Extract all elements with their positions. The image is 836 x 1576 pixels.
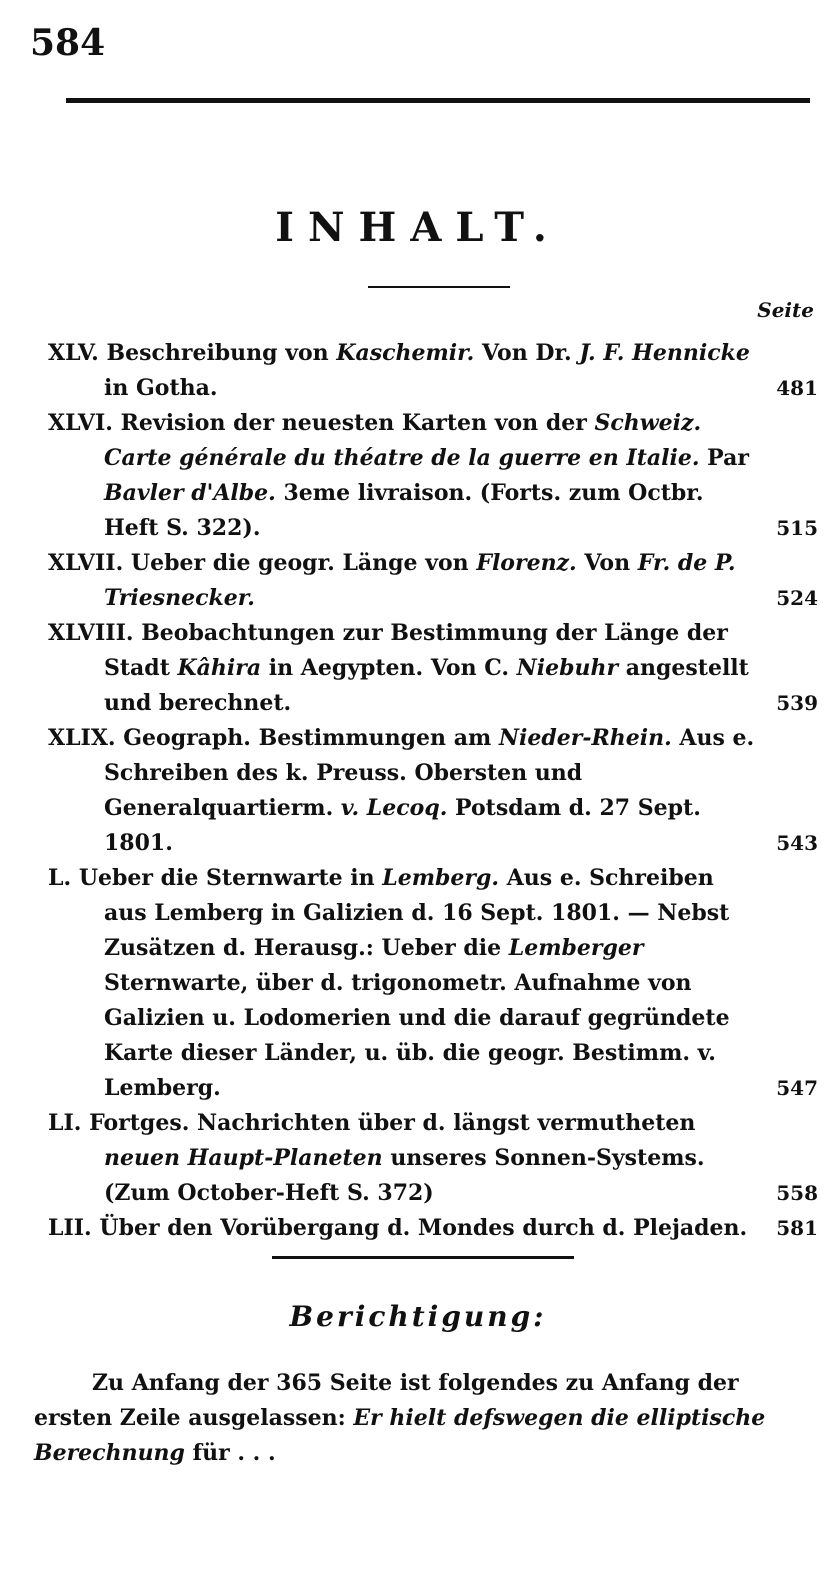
entry-text: Par (699, 445, 749, 471)
entry-page: 524 (776, 586, 818, 610)
page-title: INHALT. (275, 204, 561, 251)
entry-text: unseres Sonnen-Systems. (Zum October-Heft S. 372) (104, 1145, 705, 1206)
entry-italic: Niebuhr (516, 655, 619, 681)
correction-text-italic: Er hielt defswegen die elliptische Berechnung (34, 1405, 766, 1466)
entry-page: 547 (776, 1076, 818, 1100)
page-column-label: Seite (757, 298, 814, 322)
entry-number: XLIX. (48, 725, 116, 751)
entry-page: 539 (776, 691, 818, 715)
toc-entry (48, 406, 818, 546)
entry-text: Ueber die geogr. Länge von (130, 550, 477, 576)
entry-italic: neuen Haupt-Planeten (104, 1145, 383, 1171)
entry-italic: Florenz. (476, 550, 577, 576)
toc-entry (48, 546, 818, 616)
toc-entry (48, 1211, 818, 1246)
entry-text: Beobachtungen zur Bestimmung der Länge der Stadt (104, 620, 728, 681)
correction-title: Berichtigung: (289, 1300, 547, 1333)
entry-italic: Lemberger (508, 935, 644, 961)
entry-italic: Kâhira (177, 655, 262, 681)
toc-entry (48, 861, 818, 1106)
entry-page: 543 (776, 831, 818, 855)
entry-italic: v. Lecoq. (340, 795, 448, 821)
correction-text-plain: Zu Anfang der 365 Seite ist folgendes zu Anfang der ersten Zeile ausgelassen: (34, 1370, 739, 1431)
entry-number: XLVII. (48, 550, 124, 576)
entry-number: LII. (48, 1215, 92, 1241)
section-divider (272, 1256, 574, 1259)
entry-text: in Gotha. (104, 375, 218, 401)
toc-entry (48, 336, 818, 406)
entry-italic: J. F. Hennicke (579, 340, 750, 366)
entry-page: 481 (776, 376, 818, 400)
entry-number: XLVI. (48, 410, 113, 436)
entry-text: angestellt und berechnet. (104, 655, 749, 716)
title-divider (368, 286, 510, 288)
entry-number: LI. (48, 1110, 82, 1136)
toc-entry (48, 1106, 818, 1211)
table-of-contents (48, 336, 818, 1246)
entry-text: Fortges. Nachrichten über d. längst vermutheten (89, 1110, 696, 1136)
entry-text: Beschreibung von (106, 340, 337, 366)
entry-text: Geograph. Bestimmungen am (123, 725, 499, 751)
entry-page: 515 (776, 516, 818, 540)
entry-text: Von Dr. (474, 340, 580, 366)
entry-number: XLV. (48, 340, 99, 366)
correction-text-plain: für . . . (184, 1440, 276, 1466)
entry-italic: Nieder-Rhein. (498, 725, 672, 751)
entry-page: 558 (776, 1181, 818, 1205)
entry-text: Aus e. Schreiben aus Lemberg in Galizien d. 16 Sept. 1801. — Nebst Zusätzen d. Herausg.: Ueber die (104, 865, 730, 961)
entry-italic: Kaschemir. (336, 340, 475, 366)
entry-text: Potsdam d. 27 Sept. 1801. (104, 795, 701, 856)
entry-italic: Lemberg. (382, 865, 500, 891)
entry-text: in Aegypten. Von C. (261, 655, 517, 681)
entry-text: Sternwarte, über d. trigonometr. Aufnahme von Galizien u. Lodomerien und die darauf gegründete Karte dieser Länder, u. üb. die geogr. Bestimm. v. Lemberg. (104, 970, 730, 1101)
toc-entry (48, 616, 818, 721)
entry-italic: Fr. de P. Triesnecker. (104, 550, 736, 611)
entry-text: Ueber die Sternwarte in (78, 865, 383, 891)
page-number: 584 (30, 22, 106, 64)
correction-text (34, 1366, 804, 1471)
entry-italic: Bavler d'Albe. (104, 480, 276, 506)
entry-number: XLVIII. (48, 620, 134, 646)
toc-entry (48, 721, 818, 861)
header-rule (66, 98, 810, 103)
entry-text: Über den Vorübergang d. Mondes durch d. Plejaden. (99, 1215, 748, 1241)
entry-italic: Schweiz. Carte générale du théatre de la guerre en Italie. (104, 410, 702, 471)
entry-text: Von (576, 550, 638, 576)
entry-text: 3eme livraison. (Forts. zum Octbr. Heft S. 322). (104, 480, 704, 541)
entry-text: Revision der neuesten Karten von der (120, 410, 595, 436)
entry-page: 581 (776, 1216, 818, 1240)
entry-number: L. (48, 865, 72, 891)
entry-text: Aus e. Schreiben des k. Preuss. Obersten und Generalquartierm. (104, 725, 755, 821)
